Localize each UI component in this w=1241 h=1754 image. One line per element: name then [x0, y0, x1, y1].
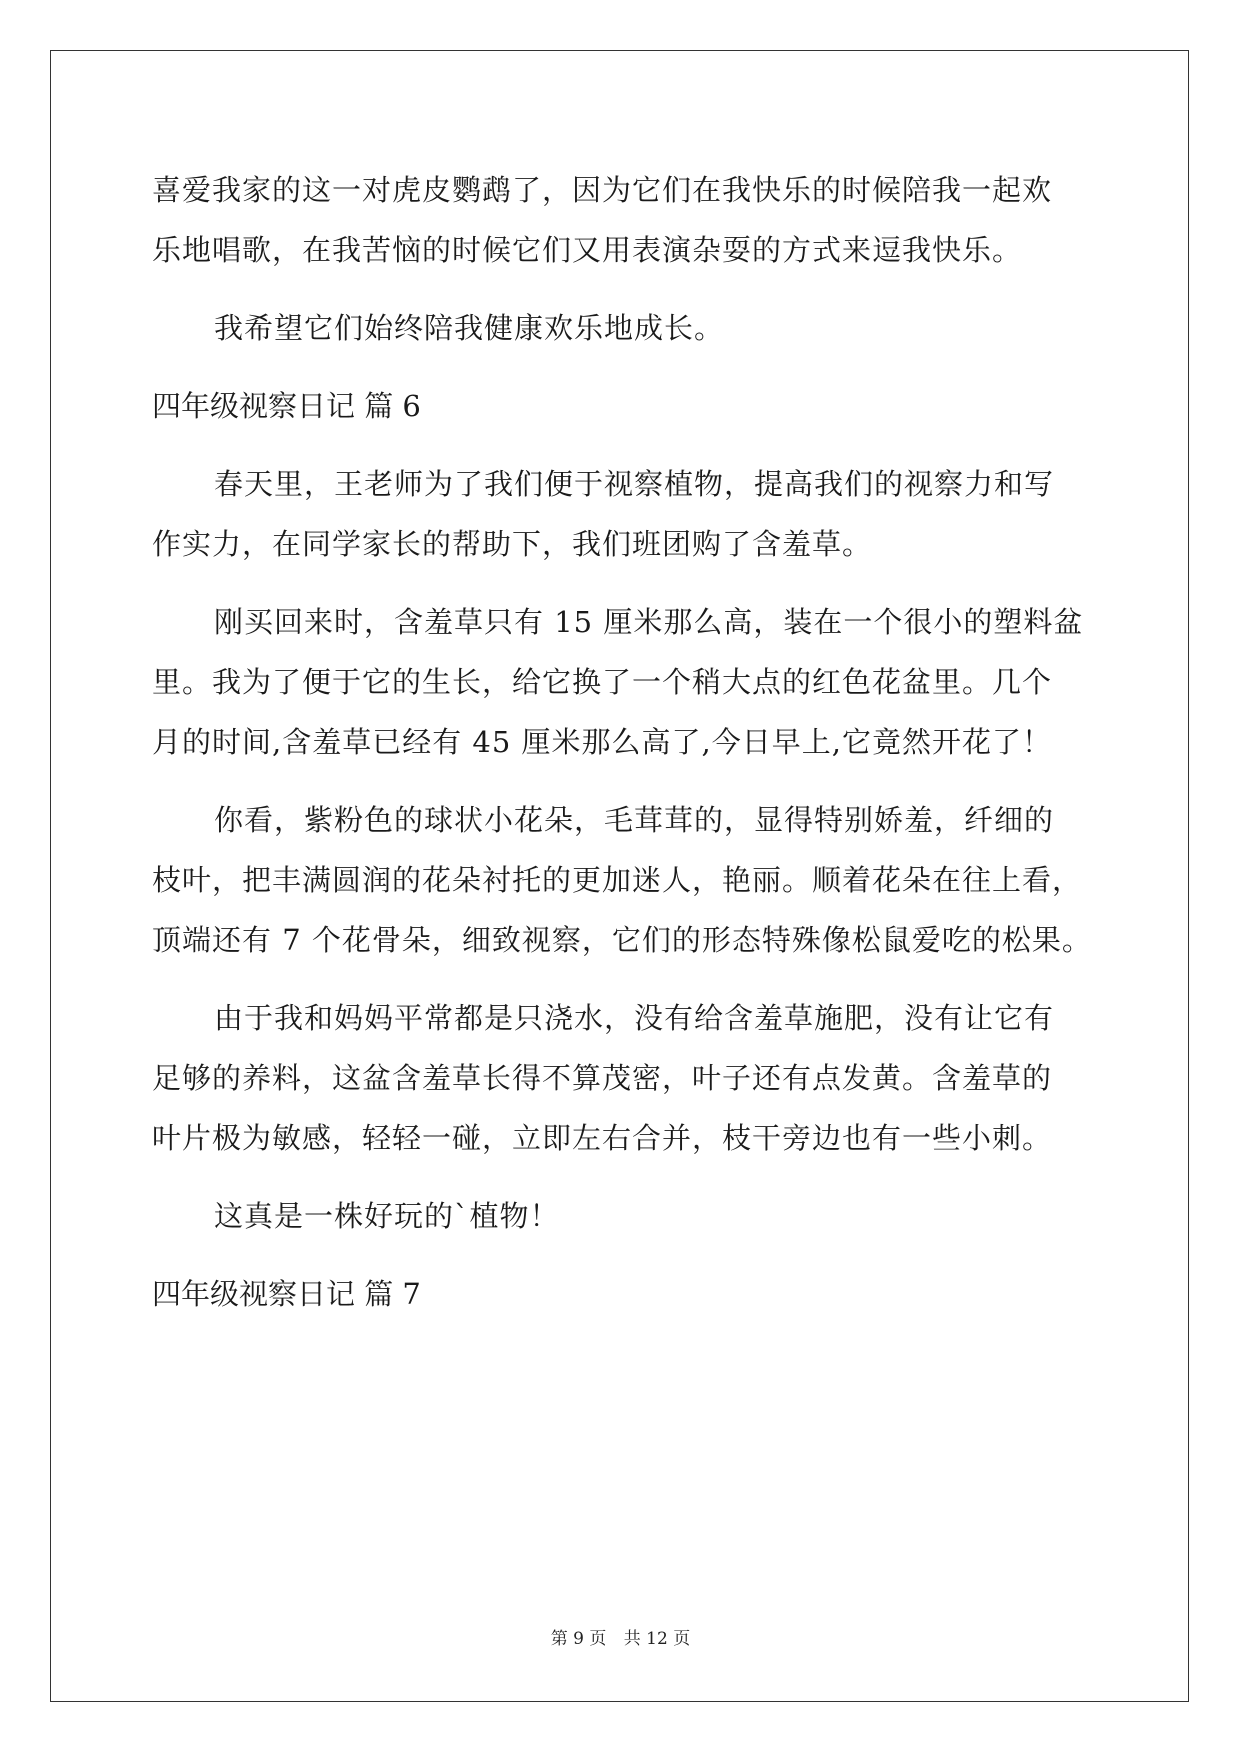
paragraph-line: 我希望它们始终陪我健康欢乐地成长。	[214, 311, 725, 345]
paragraph-line: 顶端还有 7 个花骨朵，细致视察，它们的形态特殊像松鼠爱吃的松果。	[152, 923, 1092, 957]
document-body	[152, 160, 1092, 1324]
paragraph-line: 枝叶，把丰满圆润的花朵衬托的更加迷人，艳丽。顺着花朵在往上看，	[152, 863, 1083, 897]
paragraph-line: 里。我为了便于它的生长，给它换了一个稍大点的红色花盆里。几个	[152, 665, 1053, 699]
section-heading: 四年级视察日记 篇 7	[152, 1277, 421, 1311]
paragraph-line: 由于我和妈妈平常都是只浇水，没有给含羞草施肥，没有让它有	[214, 1001, 1055, 1035]
paragraph-line: 这真是一株好玩的`植物！	[214, 1199, 560, 1233]
paragraph-line: 你看，紫粉色的球状小花朵，毛茸茸的，显得特别娇羞，纤细的	[214, 803, 1055, 837]
paragraph-line: 春天里，王老师为了我们便于视察植物，提高我们的视察力和写	[214, 467, 1055, 501]
paragraph-line: 作实力，在同学家长的帮助下，我们班团购了含羞草。	[152, 527, 873, 561]
page-number: 第 9 页	[550, 1629, 607, 1649]
paragraph-line: 刚买回来时，含羞草只有 15 厘米那么高，装在一个很小的塑料盆	[214, 605, 1084, 639]
paragraph-line: 叶片极为敏感，轻轻一碰，立即左右合并，枝干旁边也有一些小刺。	[152, 1121, 1053, 1155]
paragraph-line: 月的时间,含羞草已经有 45 厘米那么高了,今日早上,它竟然开花了！	[152, 725, 1052, 759]
section-heading: 四年级视察日记 篇 6	[152, 389, 421, 423]
paragraph-line: 乐地唱歌，在我苦恼的时候它们又用表演杂耍的方式来逗我快乐。	[152, 233, 1023, 267]
page-footer	[0, 1624, 1241, 1649]
page-total: 共 12 页	[623, 1629, 691, 1649]
paragraph-line: 喜爱我家的这一对虎皮鹦鹉了，因为它们在我快乐的时候陪我一起欢	[152, 173, 1053, 207]
paragraph-line: 足够的养料，这盆含羞草长得不算茂密，叶子还有点发黄。含羞草的	[152, 1061, 1053, 1095]
